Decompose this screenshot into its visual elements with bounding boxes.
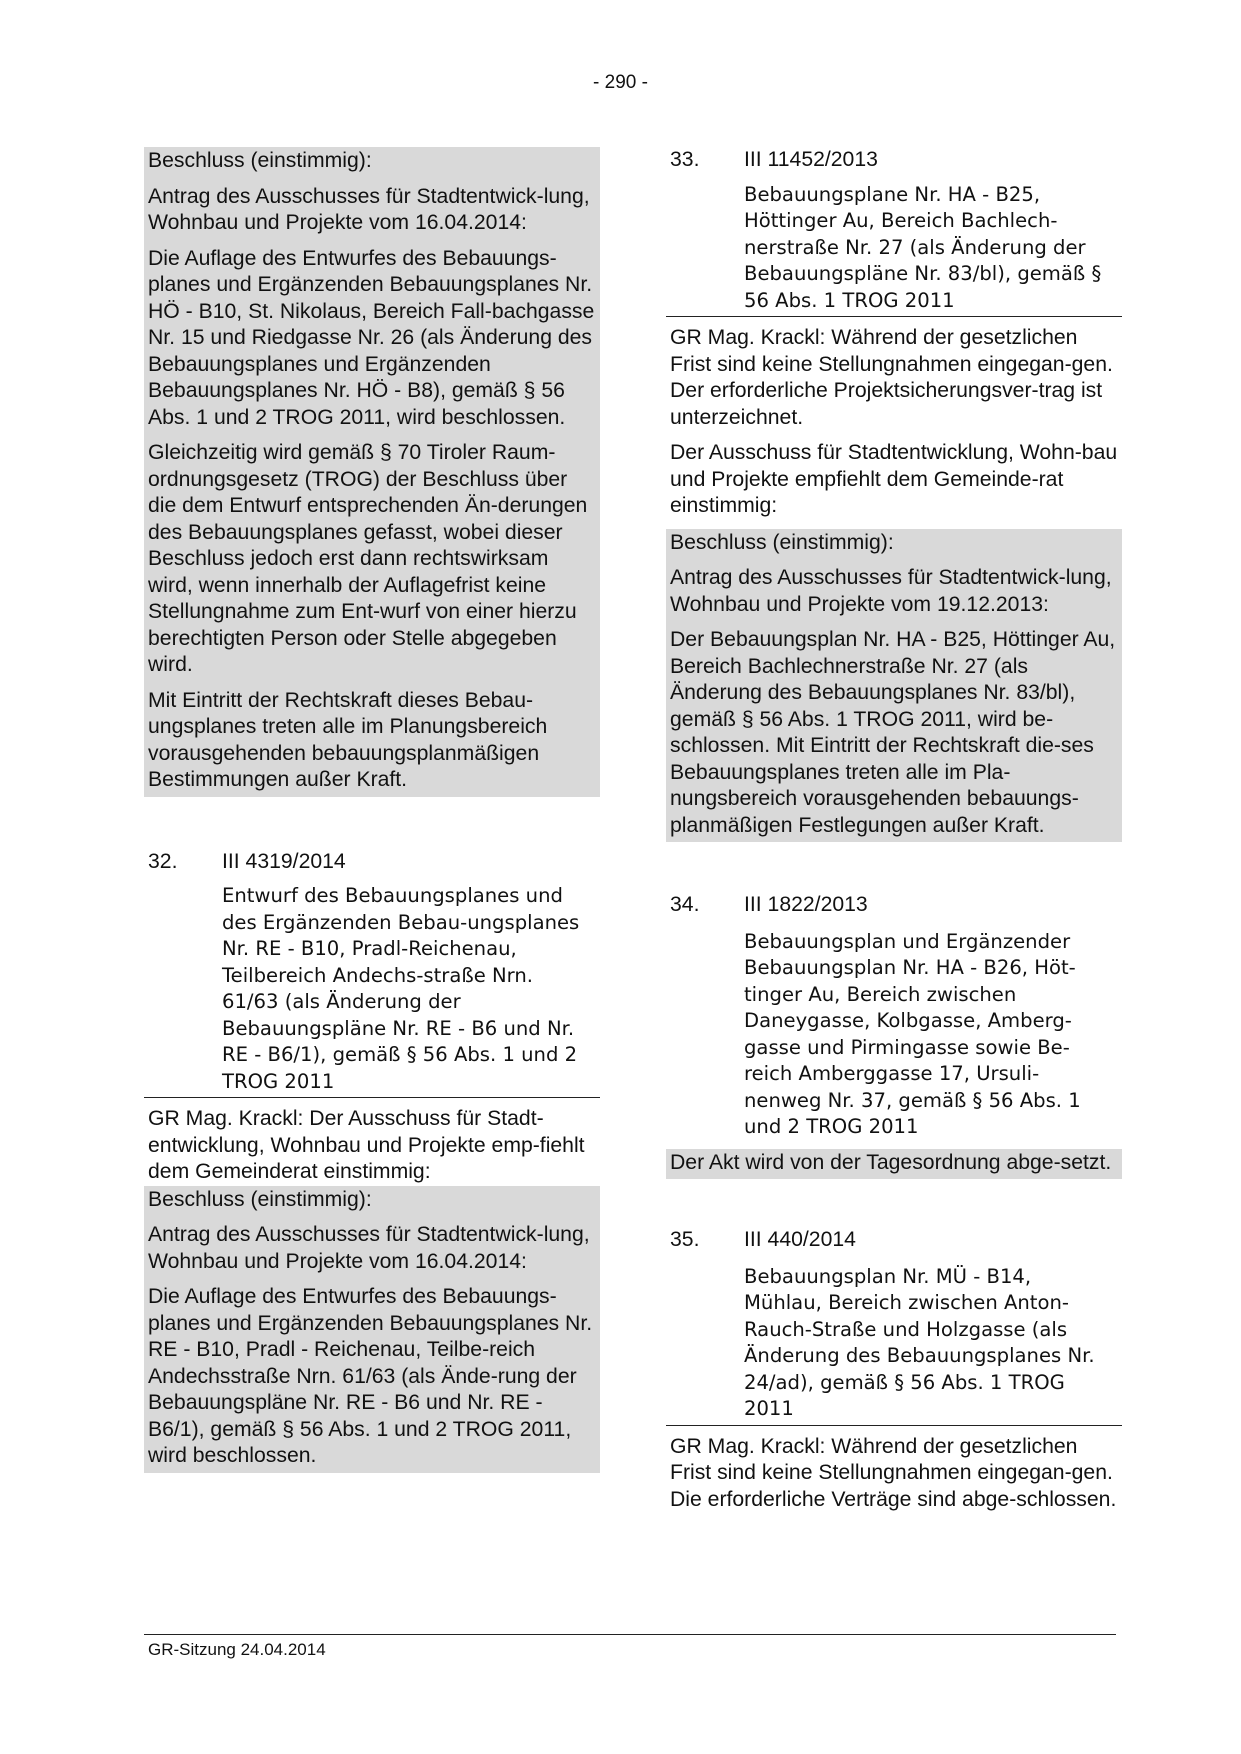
item-number: 34. bbox=[670, 893, 700, 916]
resolution-text: Der Bebauungsplan Nr. HA - B25, Höttinger Au, Bereich Bachlechnerstraße Nr. 27 (als Änderung des Bebauungsplanes Nr. 83/bl), gemäß § 56 Abs. 1 TROG 2011, wird be-schlossen. Mit Eintritt der Rechtskraft die-ses Bebauungsplanes treten alle im Pla-nungsbereich vorausgehenden bebauungs-planmäßigen Festlegungen außer Kraft. bbox=[670, 628, 1116, 837]
statement-text: Der Ausschuss für Stadtentwicklung, Wohn-bau und Projekte empfiehlt dem Gemeinde-rat einstimmig: bbox=[670, 441, 1118, 517]
item-number: 32. bbox=[148, 849, 178, 873]
item-reference: III 1822/2013 bbox=[744, 893, 868, 916]
resolution-text: Der Akt wird von der Tagesordnung abge-setzt. bbox=[670, 1150, 1112, 1174]
resolution-label: Beschluss (einstimmig): bbox=[148, 1187, 372, 1211]
footer-session-date: GR-Sitzung 24.04.2014 bbox=[148, 1640, 326, 1659]
item-title: Bebauungsplane Nr. HA - B25, Höttinger Au, Bereich Bachlech-nerstraße Nr. 27 (als Änderung der Bebauungspläne Nr. 83/bl), gemäß § 56 Abs. 1 TROG 2011 bbox=[744, 182, 1102, 312]
item-title: Bebauungsplan und Ergänzender Bebauungsplan Nr. HA - B26, Höt-tinger Au, Bereich zwischen Daneygasse, Kolbgasse, Amberg-gasse und Pirmingasse sowie Be-reich Amberggasse 17, Ursuli-nenweg Nr. 37, gemäß § 56 Abs. 1 und 2 TROG 2011 bbox=[744, 929, 1081, 1138]
item-reference: III 440/2014 bbox=[744, 1228, 856, 1251]
right-column bbox=[666, 147, 1122, 1513]
left-column bbox=[144, 147, 600, 1473]
item-reference: III 11452/2013 bbox=[744, 148, 878, 171]
agenda-item-34 bbox=[666, 892, 1122, 1141]
item-title: Bebauungsplan Nr. MÜ - B14, Mühlau, Bereich zwischen Anton-Rauch-Straße und Holzgasse (als Änderung des Bebauungsplanes Nr. 24/ad), gemäß § 56 Abs. 1 TROG 2011 bbox=[744, 1264, 1095, 1420]
footer-divider bbox=[144, 1634, 1116, 1635]
item-reference: III 4319/2014 bbox=[222, 849, 346, 873]
statement-text: GR Mag. Krackl: Während der gesetzlichen Frist sind keine Stellungnahmen eingegan-gen. Die erforderliche Verträge sind abge-schlossen. bbox=[670, 1434, 1117, 1511]
agenda-item-32 bbox=[144, 849, 600, 1099]
resolution-text: Die Auflage des Entwurfes des Bebauungs-planes und Ergänzenden Bebauungsplanes Nr. HÖ - B10, St. Nikolaus, Bereich Fall-bachgasse Nr. 15 und Riedgasse Nr. 26 (als Änderung des Bebauungsplanes und Ergänzenden Bebauungsplanes Nr. HÖ - B8), gemäß § 56 Abs. 1 und 2 TROG 2011, wird beschlossen. bbox=[148, 246, 595, 429]
motion-text: Antrag des Ausschusses für Stadtentwick-lung, Wohnbau und Projekte vom 16.04.2014: bbox=[148, 1223, 590, 1273]
resolution-block-32 bbox=[144, 1186, 600, 1473]
page-number: - 290 - bbox=[593, 72, 648, 93]
item-number: 33. bbox=[670, 148, 700, 171]
resolution-text: Die Auflage des Entwurfes des Bebauungs-planes und Ergänzenden Bebauungsplanes Nr. RE - B10, Pradl - Reichenau, Teilbe-reich Andechsstraße Nrn. 61/63 (als Ände-rung der Bebauungspläne Nr. RE - B6 und Nr. RE - B6/1), gemäß § 56 Abs. 1 und 2 TROG 2011, wird beschlossen. bbox=[148, 1285, 593, 1467]
resolution-block-31 bbox=[144, 147, 600, 797]
resolution-label: Beschluss (einstimmig): bbox=[148, 149, 372, 172]
agenda-item-33 bbox=[666, 147, 1122, 317]
agenda-item-35 bbox=[666, 1227, 1122, 1426]
resolution-block-33 bbox=[666, 529, 1122, 843]
item-title: Entwurf des Bebauungsplanes und des Ergänzenden Bebau-ungsplanes Nr. RE - B10, Pradl-Reichenau, Teilbereich Andechs-straße Nrn. 61/63 (als Änderung der Bebauungspläne Nr. RE - B6 und Nr. RE - B6/1), gemäß § 56 Abs. 1 und 2 TROG 2011 bbox=[222, 884, 580, 1093]
motion-text: Antrag des Ausschusses für Stadtentwick-lung, Wohnbau und Projekte vom 16.04.2014: bbox=[148, 184, 590, 234]
resolution-text: Gleichzeitig wird gemäß § 70 Tiroler Raum-ordnungsgesetz (TROG) der Beschluss über die dem Entwurf entsprechenden Än-derungen des Bebauungsplanes gefasst, wobei dieser Beschluss jedoch erst dann rechtswirksam wird, wenn innerhalb der Auflagefrist keine Stellungnahme zum Ent-wurf von einer hierzu berechtigten Person oder Stelle abgegeben wird. bbox=[148, 441, 588, 676]
statement-text: GR Mag. Krackl: Der Ausschuss für Stadt-entwicklung, Wohnbau und Projekte emp-fiehlt dem Gemeinderat einstimmig: bbox=[148, 1107, 585, 1183]
resolution-block-34 bbox=[666, 1149, 1122, 1180]
statement-text: GR Mag. Krackl: Während der gesetzlichen Frist sind keine Stellungnahmen eingegan-gen. Der erforderliche Projektsicherungsver-trag ist unterzeichnet. bbox=[670, 326, 1113, 429]
motion-text: Antrag des Ausschusses für Stadtentwick-lung, Wohnbau und Projekte vom 19.12.2013: bbox=[670, 566, 1112, 616]
resolution-text: Mit Eintritt der Rechtskraft dieses Bebau-ungsplanes treten alle im Planungsbereich vorausgehenden bebauungsplanmäßigen Bestimmungen außer Kraft. bbox=[148, 688, 548, 791]
item-number: 35. bbox=[670, 1228, 700, 1251]
resolution-label: Beschluss (einstimmig): bbox=[670, 530, 894, 554]
